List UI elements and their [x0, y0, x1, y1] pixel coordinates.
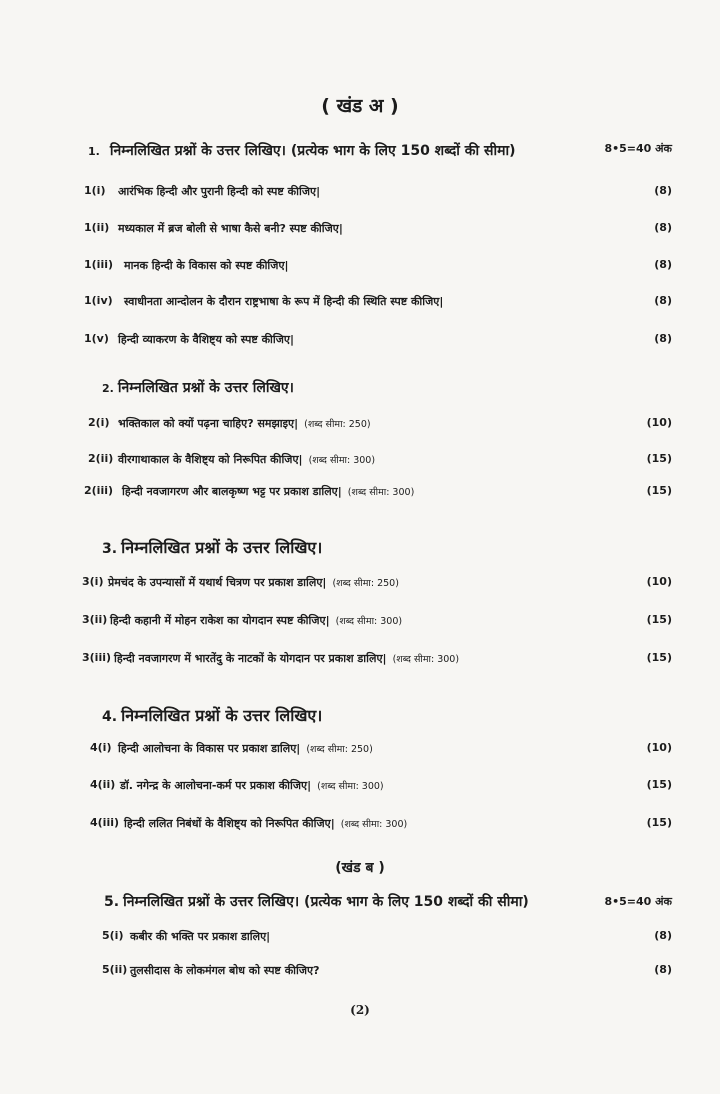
question-4-heading: 4. निम्नलिखित प्रश्नों के उत्तर लिखिए।	[102, 706, 323, 725]
question-row: 3(i) प्रेमचंद के उपन्यासों में यथार्थ चित्रण पर प्रकाश डालिए| (शब्द सीमा: 250) (10)	[82, 575, 672, 589]
question-row: 1(iii) मानक हिन्दी के विकास को स्पष्ट कीजिए| (8)	[84, 258, 672, 272]
question-1-heading: 1. निम्नलिखित प्रश्नों के उत्तर लिखिए। (प्रत्येक भाग के लिए 150 शब्दों की सीमा)	[88, 143, 516, 159]
question-row: 3(ii) हिन्दी कहानी में मोहन राकेश का योगदान स्पष्ट कीजिए| (शब्द सीमा: 300) (15)	[82, 613, 672, 627]
question-row: 1(v) हिन्दी व्याकरण के वैशिष्ट्य को स्पष्ट कीजिए| (8)	[84, 332, 672, 346]
section-b-title: (खंड ब )	[335, 860, 385, 876]
page-number: (2)	[350, 1003, 370, 1017]
question-row: 4(i) हिन्दी आलोचना के विकास पर प्रकाश डालिए| (शब्द सीमा: 250) (10)	[90, 741, 672, 755]
question-row: 2(ii) वीरगाथाकाल के वैशिष्ट्य को निरूपित कीजिए| (शब्द सीमा: 300) (15)	[88, 452, 672, 466]
question-row: 2(i) भक्तिकाल को क्यों पढ़ना चाहिए? समझाइए| (शब्द सीमा: 250) (10)	[88, 416, 672, 430]
question-row: 1(ii) मध्यकाल में ब्रज बोली से भाषा कैसे बनी? स्पष्ट कीजिए| (8)	[84, 221, 672, 235]
question-row: 2(iii) हिन्दी नवजागरण और बालकृष्ण भट्ट पर प्रकाश डालिए| (शब्द सीमा: 300) (15)	[84, 484, 672, 498]
section-a-title: ( खंड अ )	[321, 95, 399, 117]
question-row: 5(i) कबीर की भक्ति पर प्रकाश डालिए| (8)	[102, 929, 672, 943]
question-row: 4(ii) डॉ. नगेन्द्र के आलोचना-कर्म पर प्रकाश कीजिए| (शब्द सीमा: 300) (15)	[90, 778, 672, 792]
question-row: 1(iv) स्वाधीनता आन्दोलन के दौरान राष्ट्रभाषा के रूप में हिन्दी की स्थिति स्पष्ट कीजिए| (8)	[84, 294, 672, 308]
question-row: 5(ii) तुलसीदास के लोकमंगल बोध को स्पष्ट कीजिए? (8)	[102, 963, 672, 977]
question-5-total-marks: 8•5=40 अंक	[604, 895, 672, 908]
question-1-total-marks: 8•5=40 अंक	[604, 142, 672, 155]
question-row: 3(iii) हिन्दी नवजागरण में भारतेंदु के नाटकों के योगदान पर प्रकाश डालिए| (शब्द सीमा: 300) (15)	[82, 651, 672, 665]
question-row: 1(i) आरंभिक हिन्दी और पुरानी हिन्दी को स्पष्ट कीजिए| (8)	[84, 184, 672, 198]
question-5-heading: 5. निम्नलिखित प्रश्नों के उत्तर लिखिए। (प्रत्येक भाग के लिए 150 शब्दों की सीमा)	[104, 894, 529, 910]
question-2-heading: 2. निम्नलिखित प्रश्नों के उत्तर लिखिए।	[102, 380, 294, 396]
question-row: 4(iii) हिन्दी ललित निबंधों के वैशिष्ट्य को निरूपित कीजिए| (शब्द सीमा: 300) (15)	[90, 816, 672, 830]
question-3-heading: 3. निम्नलिखित प्रश्नों के उत्तर लिखिए।	[102, 538, 323, 557]
